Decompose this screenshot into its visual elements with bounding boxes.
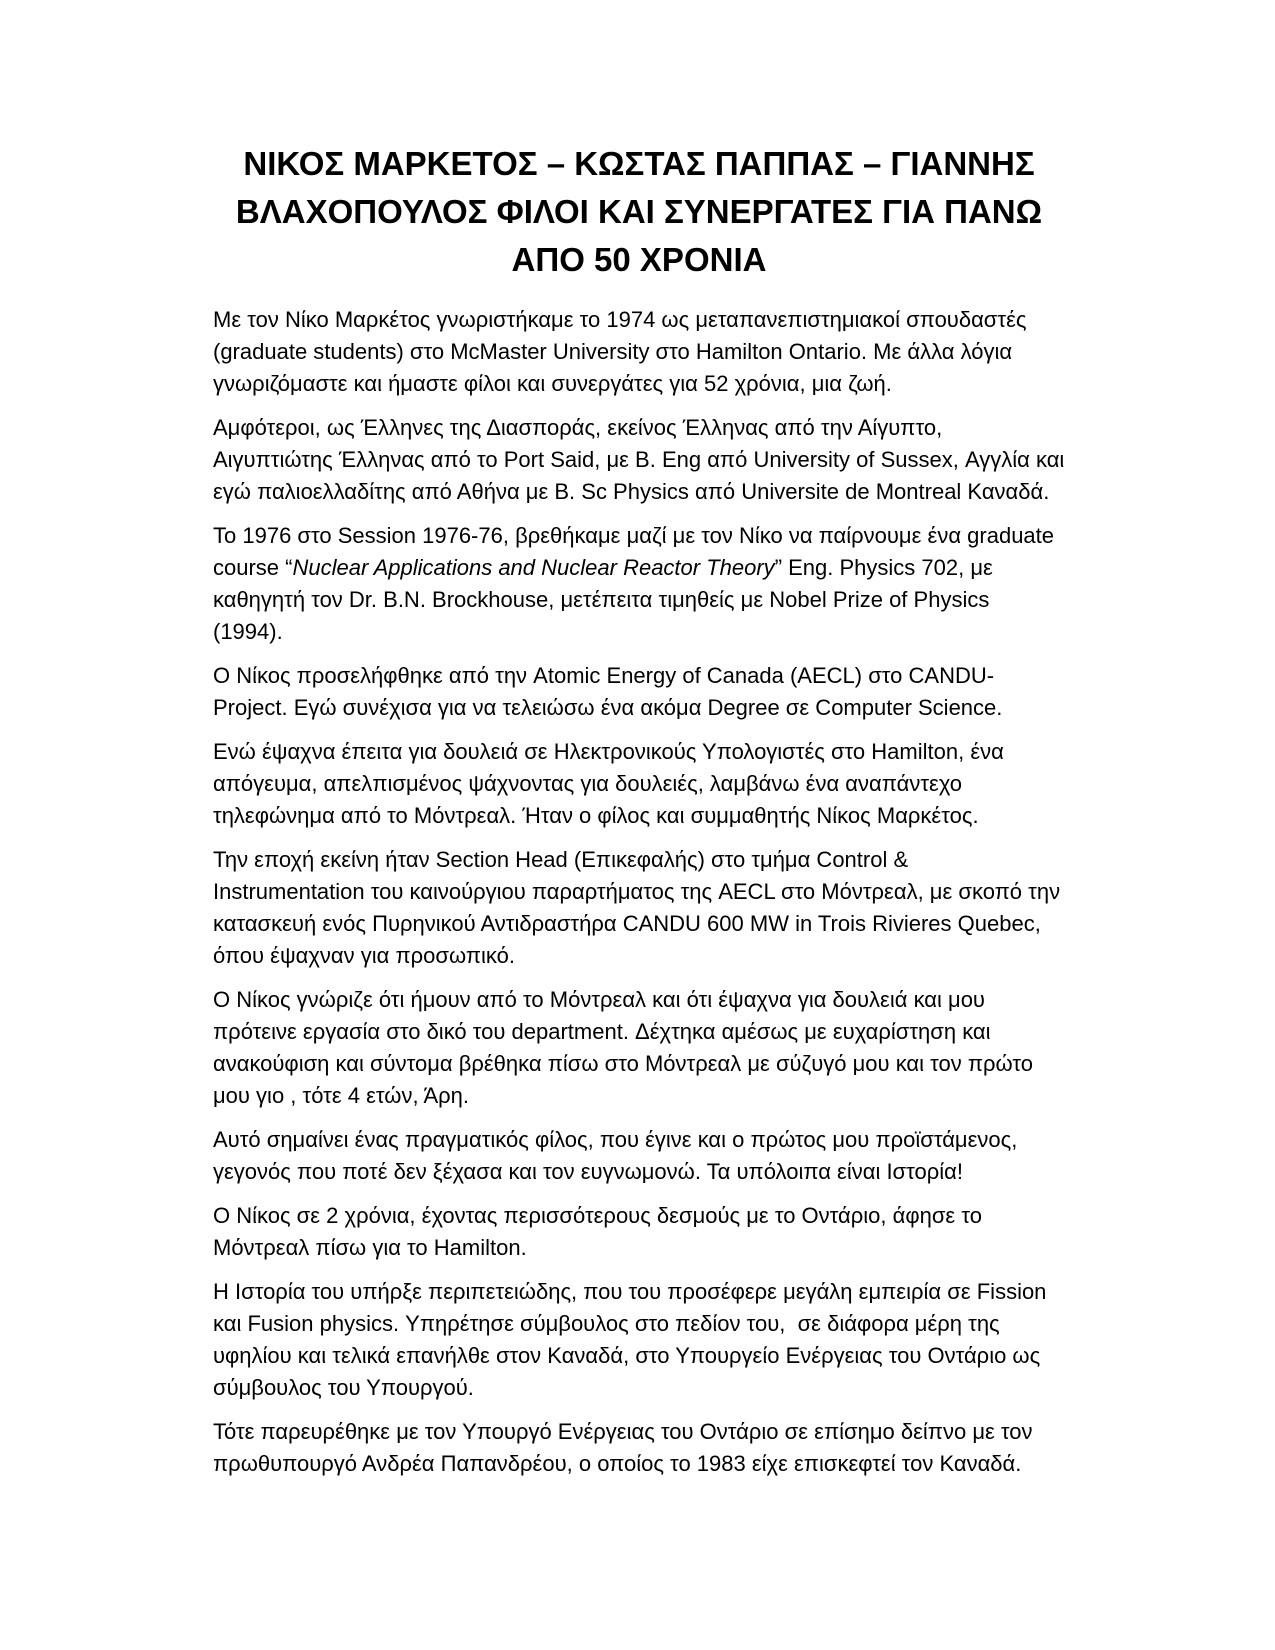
text-run: Την εποχή εκείνη ήταν Section Head (Επικεφαλής) στο τμήμα Control & Instrumentation του καινούργιου παραρτήματος της AECL στο Μόντρεαλ, με σκοπό την κατασκευή ενός Πυρηνικού Αντιδραστήρα CANDU 600 MW in Trois Rivieres Quebec, όπου έψαχναν για προσωπικό. [213,847,1067,968]
paragraph-2 [213,412,1071,508]
paragraph-10 [213,1276,1065,1404]
text-run: ” Eng. Physics 702, με καθηγητή τον Dr. B.N. Brockhouse, μετέπειτα τιμηθείς με Nobel Prize of Physics (1994). [213,555,999,644]
text-run: Με τον Νίκο Μαρκέτος γνωριστήκαμε το 1974 ως μεταπανεπιστημιακοί σπουδαστές (graduate students) στο McMaster University στο Hamilton Ontario. Με άλλα λόγια γνωριζόμαστε και ήμαστε φίλοι και συνεργάτες για 52 χρόνια, μια ζωή. [213,307,1033,396]
paragraph-1 [213,304,1065,400]
text-run: Ο Νίκος γνώριζε ότι ήμουν από το Μόντρεαλ και ότι έψαχνα για δουλειά και μου πρότεινε εργασία στο δικό του department. Δέχτηκα αμέσως με ευχαρίστηση και ανακούφιση και σύντομα βρέθηκα πίσω στο Μόντρεαλ με σύζυγό μου και τον πρώτο μου γιο , τότε 4 ετών, Άρη. [213,987,1040,1108]
text-run: Ενώ έψαχνα έπειτα για δουλειά σε Ηλεκτρονικούς Υπολογιστές στο Hamilton, ένα απόγευμα, απελπισμένος ψάχνοντας για δουλειές, λαμβάνω ένα αναπάντεχο τηλεφώνημα από το Μόντρεαλ. Ήταν ο φίλος και συμμαθητής Νίκος Μαρκέτος. [213,739,1010,828]
text-run: Η Ιστορία του υπήρξε περιπετειώδης, που του προσέφερε μεγάλη εμπειρία σε Fission και Fusion physics. Υπηρέτησε σύμβουλος στο πεδίον του, σε διάφορα μέρη της υφηλίου και τελικά επανήλθε στον Καναδά, στο Υπουργείο Ενέργειας του Οντάριο ως σύμβουλος του Υπουργού. [213,1279,1053,1400]
paragraph-6 [213,844,1065,972]
text-run: Ο Νίκος προσελήφθηκε από την Atomic Energy of Canada (AECL) στο CANDU-Project. Εγώ συνέχισα για να τελειώσω ένα ακόμα Degree σε Computer Science. [213,663,1003,720]
document-body [213,304,1071,1480]
text-run: Αυτό σημαίνει ένας πραγματικός φίλος, που έγινε και ο πρώτος μου προϊστάμενος, γεγονός που ποτέ δεν ξέχασα και τον ευγνωμονώ. Τα υπόλοιπα είναι Ιστορία! [213,1127,1024,1184]
text-run: Το 1976 στο Session 1976-76, βρεθήκαμε μαζί με τον Νίκο να παίρνουμε ένα graduate course “ [213,523,1061,580]
text-run-italic: Nuclear Applications and Nuclear Reactor Theory [292,555,775,580]
paragraph-4 [213,660,1065,724]
paragraph-9 [213,1200,1065,1264]
paragraph-7 [213,984,1065,1112]
text-run: Ο Νίκος σε 2 χρόνια, έχοντας περισσότερους δεσμούς με το Οντάριο, άφησε το Μόντρεαλ πίσω για το Hamilton. [213,1203,989,1260]
text-run: Τότε παρευρέθηκε με τον Υπουργό Ενέργειας του Οντάριο σε επίσημο δείπνο με τον πρωθυπουργό Ανδρέα Παπανδρέου, ο οποίος το 1983 είχε επισκεφτεί τον Καναδά. [213,1419,1039,1476]
paragraph-11 [213,1416,1065,1480]
document-title: ΝΙΚΟΣ ΜΑΡΚΕΤΟΣ – ΚΩΣΤΑΣ ΠΑΠΠΑΣ – ΓΙΑΝΝΗΣ ΒΛΑΧΟΠΟΥΛΟΣ ΦΙΛΟΙ ΚΑΙ ΣΥΝΕΡΓΑΤΕΣ ΓΙΑ ΠΑΝΩ ΑΠΟ 50 ΧΡΟΝΙΑ [235,145,1043,278]
paragraph-5 [213,736,1065,832]
text-run: Αμφότεροι, ως Έλληνες της Διασποράς, εκείνος Έλληνας από την Αίγυπτο, Αιγυπτιώτης Έλληνας από το Port Said, με B. Eng από University of Sussex, Αγγλία και εγώ παλιοελλαδίτης από Αθήνα με B. Sc Physics από Universite de Montreal Καναδά. [213,415,1071,504]
paragraph-3 [213,520,1065,648]
paragraph-8 [213,1124,1065,1188]
